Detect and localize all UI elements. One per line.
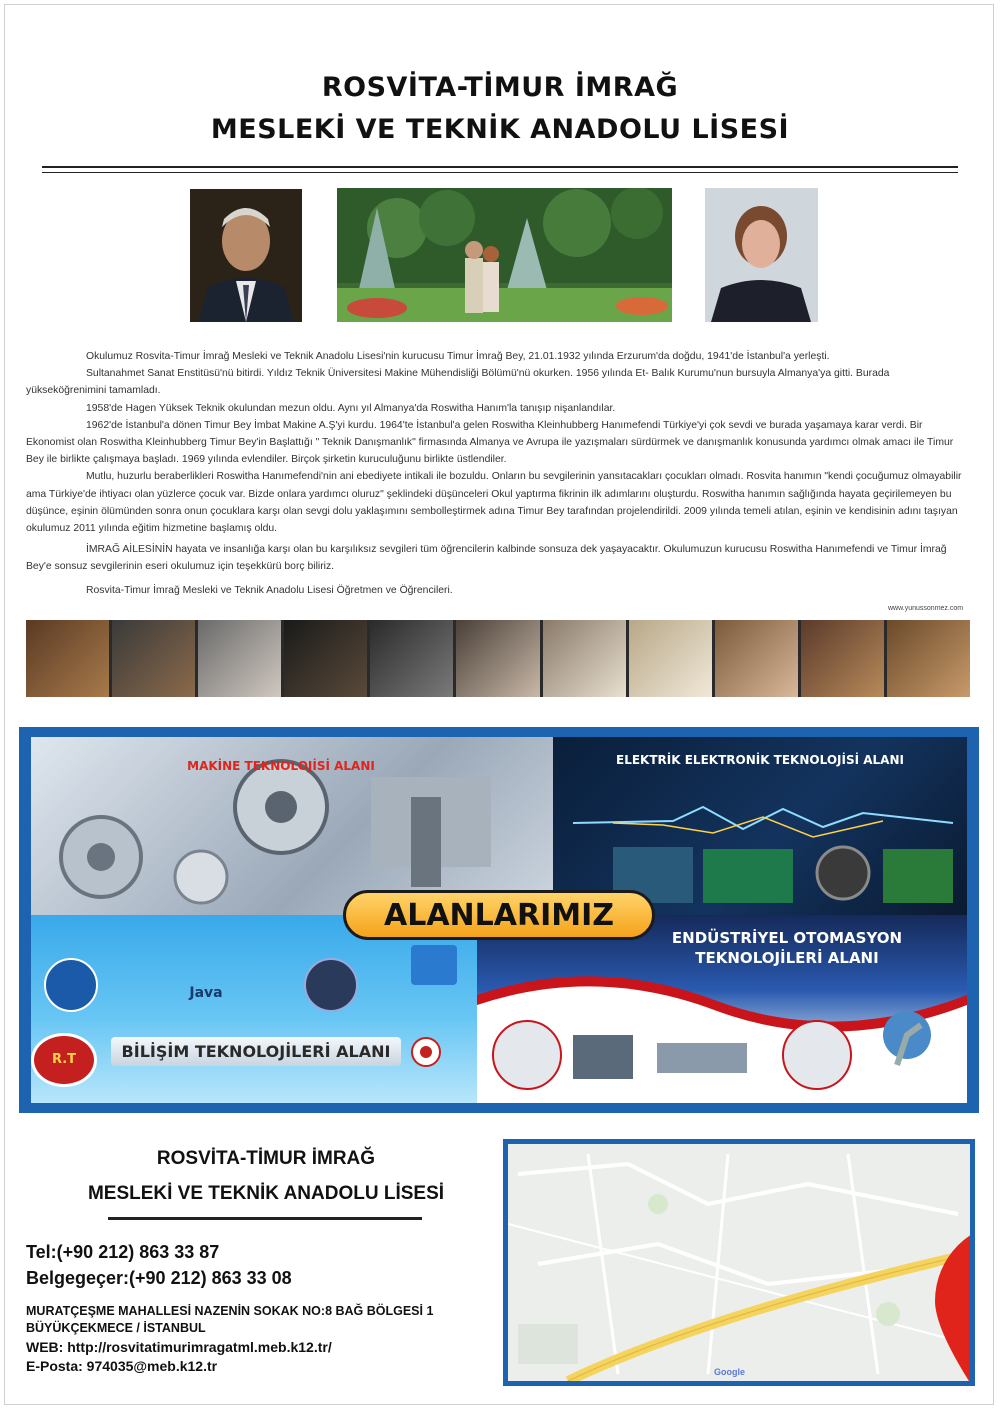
map-pin-icon[interactable] [783, 1222, 975, 1386]
contact-address-line1: MURATÇEŞME MAHALLESİ NAZENİN SOKAK NO:8 BAĞ BÖLGESİ 1 [26, 1304, 434, 1318]
label-otomasyon-line1: ENDÜSTRİYEL OTOMASYON [671, 929, 903, 947]
bio-paragraph: 1958'de Hagen Yüksek Teknik okulundan mezun oldu. Aynı yıl Almanya'da Roswitha Hanım'la tanışıp nişanlandılar. [86, 402, 616, 414]
strip-photo [112, 620, 195, 697]
photo-strip [26, 620, 970, 697]
strip-photo [284, 620, 367, 697]
panel-makine [31, 737, 553, 915]
contact-fax: Belgegeçer:(+90 212) 863 33 08 [26, 1268, 292, 1288]
alanlarimiz-title: ALANLARIMIZ [343, 890, 655, 940]
bio-paragraph: 1962'de İstanbul'a dönen Timur Bey İmbat Makine A.Ş'yi kurdu. 1964'te İstanbul'a gelen Roswitha Kleinhubberg Hanımefendi Türkiye'yi çok sevdi ve burada yaşamaya karar verdi. Bir Ekonomist olan Roswitha Kleinhubberg Timur Bey'in Başlattığı " Teknik Danışmanlık" firmasında Almanya ve Avrupa ile yazışmaları sürdürmek ve danışmanlık konusunda yardımcı olmak amacı ile Timur Bey ile birlikte çalışmaya başladı. 1969 yılında evlendiler. Birçok şirketin kuruculuğunu birlikte üstlendiler. [26, 419, 954, 466]
meb-logo-icon [411, 1037, 441, 1067]
label-makine: MAKİNE TEKNOLOJİSİ ALANI [187, 759, 375, 773]
contact-website: WEB: http://rosvitatimurimragatml.meb.k12.tr/ [26, 1339, 332, 1355]
header-rule-top [42, 166, 958, 168]
label-java: Java [189, 985, 223, 1001]
bio-paragraph: Okulumuz Rosvita-Timur İmrağ Mesleki ve Teknik Anadolu Lisesi'nin kurucusu Timur İmrağ Bey, 21.01.1932 yılında Erzurum'da doğdu, 1941'de İstanbul'a yerleşti. [86, 351, 830, 362]
panel-elektrik [553, 737, 967, 915]
strip-photo [887, 620, 970, 697]
header-rule-bottom [42, 172, 958, 173]
panel-bilisim [31, 915, 477, 1103]
contact-email: E-Posta: 974035@meb.k12.tr [26, 1358, 218, 1374]
school-title-line2: MESLEKİ VE TEKNİK ANADOLU LİSESİ [210, 114, 790, 145]
label-otomasyon-line2: TEKNOLOJİLERİ ALANI [695, 949, 879, 967]
strip-photo [629, 620, 712, 697]
strip-photo [370, 620, 453, 697]
panel-otomasyon [477, 915, 967, 1103]
strip-photo [26, 620, 109, 697]
strip-photo [198, 620, 281, 697]
strip-photo [456, 620, 539, 697]
footer-school-line2: MESLEKİ VE TEKNİK ANADOLU LİSESİ [87, 1183, 445, 1204]
strip-photo [801, 620, 884, 697]
strip-photo [543, 620, 626, 697]
contact-address-line2: BÜYÜKÇEKMECE / İSTANBUL [26, 1321, 206, 1335]
location-map[interactable] [503, 1139, 975, 1386]
google-logo: Google [714, 1367, 745, 1377]
departments-banner [19, 727, 979, 1113]
photo-credit: www.yunussonmez.com [888, 605, 964, 612]
biography-text [26, 348, 972, 599]
bio-paragraph: İMRAĞ AİLESİNİN hayata ve insanlığa karşı olan bu karşılıksız sevgileri tüm öğrencilerin kalbinde sonsuza dek yaşayacaktır. Okulumuzun kurucusu Roswitha Hanımefendi ve Timur İmrağ Bey'e sonsuz sevgilerinin eseri okulumuz için teşekkürü borç biliriz. [26, 544, 947, 573]
globe-icon [31, 915, 477, 1103]
strip-photo [715, 620, 798, 697]
contact-phone: Tel:(+90 212) 863 33 87 [26, 1242, 220, 1262]
photo-roswitha-imrag [705, 188, 818, 322]
footer-school-line1: ROSVİTA-TİMUR İMRAĞ [156, 1148, 376, 1169]
label-elektrik: ELEKTRİK ELEKTRONİK TEKNOLOJİSİ ALANI [616, 753, 904, 767]
school-logo: R.T [31, 1033, 97, 1087]
bio-paragraph: Sultanahmet Sanat Enstitüsü'nü bitirdi. Yıldız Teknik Üniversitesi Makine Mühendisliği Bölümü'nü okurken. 1956 yılında Et- Balık Kurumu'nun bursuyla Almanya'ya gitti. Burada yükseköğrenimini tamamladı. [26, 368, 890, 397]
bio-paragraph: Mutlu, huzurlu beraberlikleri Roswitha Hanımefendi'nin ani ebediyete intikali ile bozuldu. Onların bu sevgilerinin yansıtacakları çocukları olmadı. Rosvita hanımın "kendi çocuğumuz olmayabilir ama Türkiye'de ihtiyacı olan yüzlerce çocuk var. Bizde onlara yardımcı oluruz" şeklindeki düşünceleri Okul yaptırma fikrinin ilk adımlarını oluşturdu. Roswitha hanımın sağlığında hayata geçirilemeyen bu düşünce, eşinin ölümünden sonra onun çocuklara karşı olan sevgi dolu yaklaşımını sembolleştirmek adına Timur Bey tarafından projelendirildi. 2009 yılında temeli atılan, eşinin ve kendisinin adını taşıyan okulumuz 2011 yılında eğitim hizmetine başlamış oldu. [26, 471, 962, 535]
school-title-line1: ROSVİTA-TİMUR İMRAĞ [321, 72, 679, 103]
footer-rule [108, 1217, 422, 1220]
label-bilisim: BİLİŞİM TEKNOLOJİLERİ ALANI [111, 1037, 401, 1066]
bio-signature: Rosvita-Timur İmrağ Mesleki ve Teknik Anadolu Lisesi Öğretmen ve Öğrencileri. [86, 584, 453, 596]
photo-couple-garden [337, 188, 672, 322]
photo-timur-imrag [190, 189, 302, 322]
